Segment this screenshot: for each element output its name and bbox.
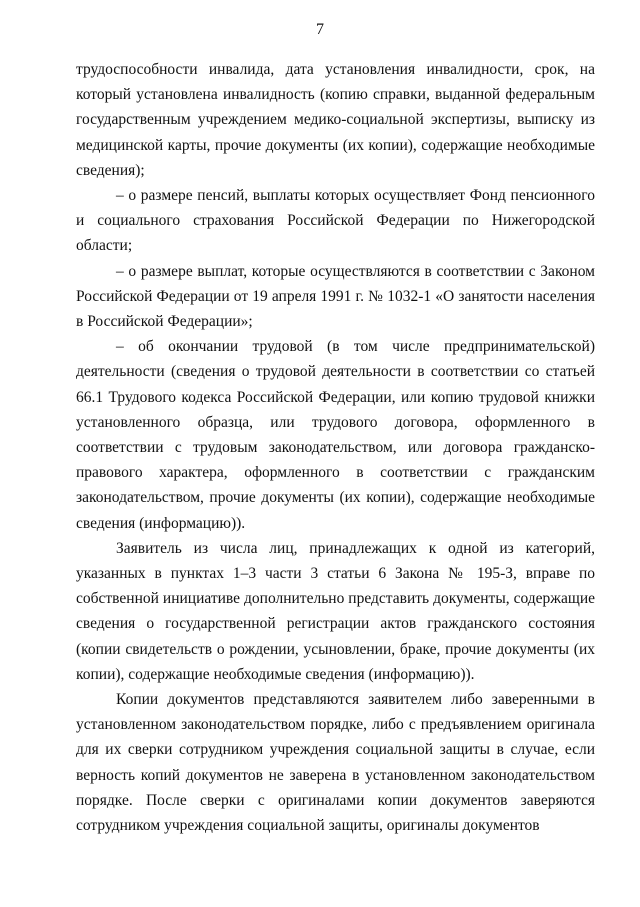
paragraph-document-copies: Копии документов представляются заявителем либо заверенными в установленном законодательством порядке, либо с предъявлением оригинала для их сверки сотрудником учреждения социальной защиты в случае, если верность копий документов не заверена в установленном законодательством порядке. После сверки с оригиналами копии документов заверяются сотрудником учреждения социальной защиты, оригиналы документов: [76, 691, 595, 835]
paragraph-employment-payments: – о размере выплат, которые осуществляются в соответствии с Законом Российской Федерации от 19 апреля 1991 г. № 1032-1 «О занятости населения в Российской Федерации»;: [76, 262, 595, 331]
paragraph-disability-info: трудоспособности инвалида, дата установления инвалидности, срок, на который установлена инвалидность (копию справки, выданной федеральным государственным учреждением медико-социальной экспертизы, выписку из медицинской карты, прочие документы (их копии), содержащие необходимые сведения);: [76, 61, 595, 179]
paragraph-applicant-categories: Заявитель из числа лиц, принадлежащих к одной из категорий, указанных в пунктах 1–3 части 3 статьи 6 Закона № 195-З, вправе по собственной инициативе дополнительно представить документы, содержащие сведения о государственной регистрации актов гражданского состояния (копии свидетельств о рождении, усыновлении, браке, прочие документы (их копии), содержащие необходимые сведения (информацию)).: [76, 539, 595, 683]
document-body: [76, 57, 595, 838]
paragraph-pension-amount: – о размере пенсий, выплаты которых осуществляет Фонд пенсионного и социального страхования Российской Федерации по Нижегородской области;: [76, 187, 595, 255]
paragraph-end-of-employment: – об окончании трудовой (в том числе предпринимательской) деятельности (сведения о трудовой деятельности в соответствии со статьей 66.1 Трудового кодекса Российской Федерации, или копию трудовой книжки установленного образца, или трудового договора, оформленного в соответствии с трудовым законодательством, или договора гражданско-правового характера, оформленного в соответствии с гражданским законодательством, прочие документы (их копии), содержащие необходимые сведения (информацию)).: [76, 338, 595, 532]
page-number: 7: [316, 21, 324, 38]
